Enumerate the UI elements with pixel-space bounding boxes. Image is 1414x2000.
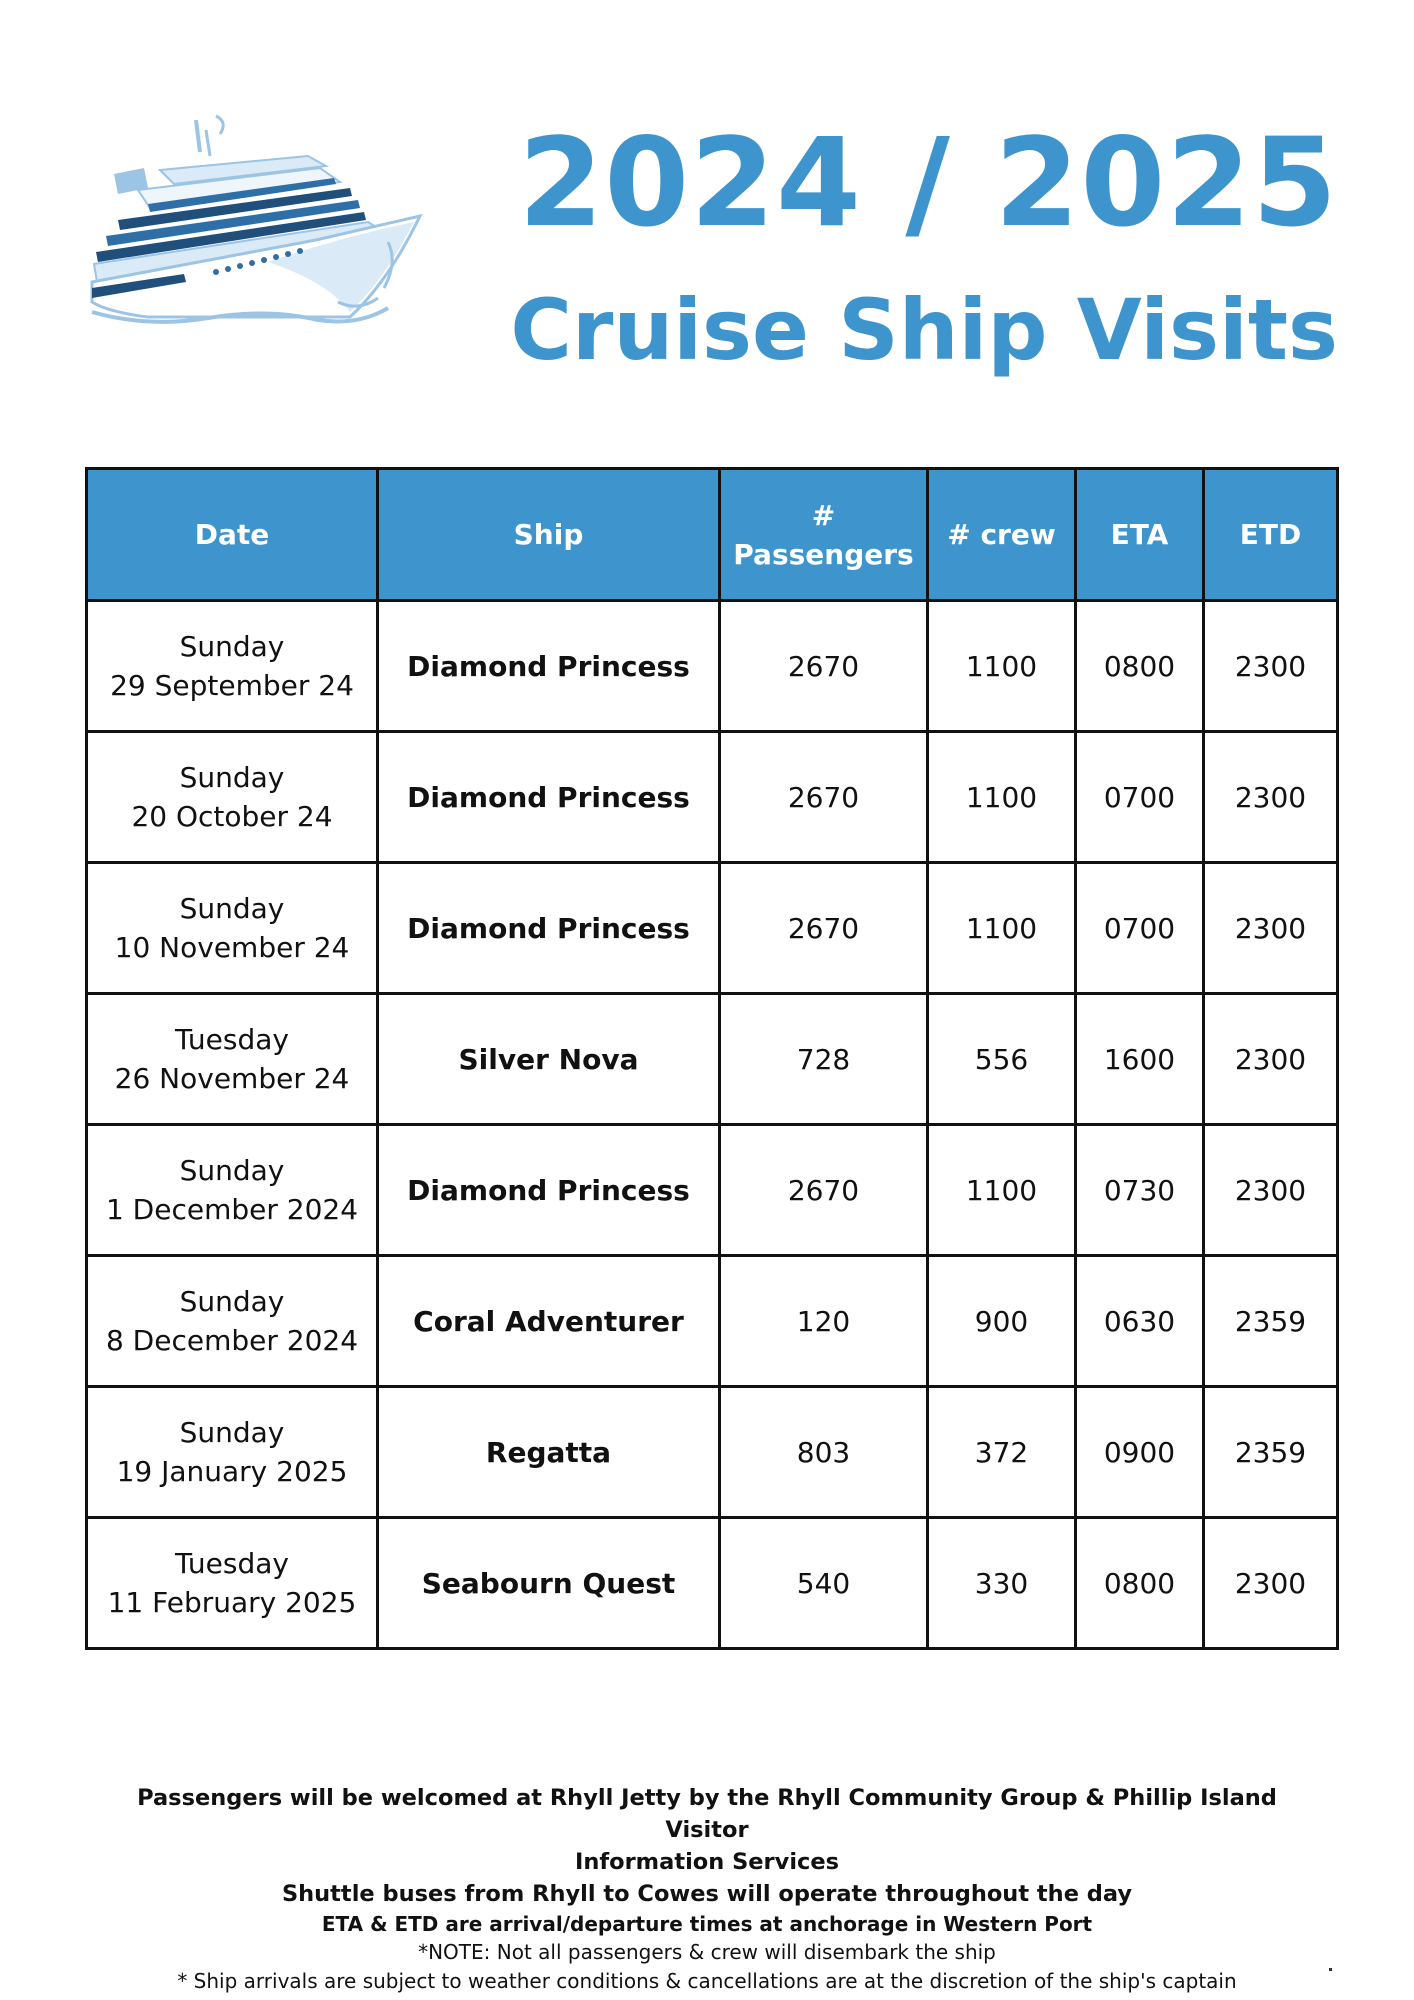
eta-cell: 0800 [1076,601,1204,732]
eta-cell: 0700 [1076,732,1204,863]
day-text: Sunday [179,1416,285,1449]
cruise-visits-table [85,467,1339,1650]
etd-cell: 2300 [1204,1518,1338,1649]
passengers-cell: 540 [720,1518,928,1649]
passengers-cell: 2670 [720,732,928,863]
column-header-etd: ETD [1204,469,1338,601]
passengers-cell: 803 [720,1387,928,1518]
eta-cell: 0730 [1076,1125,1204,1256]
date-cell [87,1518,378,1649]
column-header-ship: Ship [378,469,720,601]
crew-cell: 1100 [928,601,1076,732]
table-row [87,1256,1338,1387]
table-row [87,1387,1338,1518]
date-text: 26 November 24 [114,1062,350,1095]
date-cell [87,1125,378,1256]
date-text: 20 October 24 [131,800,333,833]
eta-cell: 0900 [1076,1387,1204,1518]
corner-dot [1329,1968,1332,1971]
day-text: Sunday [179,761,285,794]
etd-cell: 2300 [1204,1125,1338,1256]
ship-cell: Diamond Princess [378,863,720,994]
eta-cell: 0800 [1076,1518,1204,1649]
ship-cell: Seabourn Quest [378,1518,720,1649]
disembark-note: *NOTE: Not all passengers & crew will disembark the ship [418,1940,996,1964]
column-header-passengers-symbol: # [811,498,836,532]
shuttle-note: Shuttle buses from Rhyll to Cowes will operate throughout the day [281,1881,1133,1907]
page-title-year: 2024 / 2025 [518,112,1338,254]
date-text: 19 January 2025 [116,1455,348,1488]
table-row [87,994,1338,1125]
column-header-date: Date [87,469,378,601]
column-header-eta: ETA [1076,469,1204,601]
column-header-crew: # crew [928,469,1076,601]
etd-cell: 2359 [1204,1256,1338,1387]
column-header-passengers [720,469,928,601]
etd-cell: 2300 [1204,863,1338,994]
crew-cell: 1100 [928,732,1076,863]
table-row [87,601,1338,732]
passengers-cell: 2670 [720,1125,928,1256]
table-row [87,1125,1338,1256]
ship-cell: Silver Nova [378,994,720,1125]
date-cell [87,601,378,732]
day-text: Sunday [179,892,285,925]
table-row [87,863,1338,994]
ship-cell: Coral Adventurer [378,1256,720,1387]
passengers-cell: 2670 [720,601,928,732]
eta-etd-note: ETA & ETD are arrival/departure times at anchorage in Western Port [321,1912,1093,1936]
day-text: Sunday [179,1285,285,1318]
table-row [87,732,1338,863]
crew-cell: 1100 [928,1125,1076,1256]
page-subtitle: Cruise Ship Visits [510,281,1338,379]
etd-cell: 2359 [1204,1387,1338,1518]
cruise-ship-icon [88,112,428,327]
ship-cell: Regatta [378,1387,720,1518]
table-row [87,1518,1338,1649]
table-header-row [87,469,1338,601]
crew-cell: 330 [928,1518,1076,1649]
ship-cell: Diamond Princess [378,601,720,732]
etd-cell: 2300 [1204,732,1338,863]
ship-cell: Diamond Princess [378,1125,720,1256]
date-cell [87,1256,378,1387]
date-text: 1 December 2024 [105,1193,359,1226]
day-text: Tuesday [175,1547,289,1580]
date-cell [87,863,378,994]
day-text: Sunday [179,1154,285,1187]
crew-cell: 900 [928,1256,1076,1387]
etd-cell: 2300 [1204,601,1338,732]
passengers-cell: 728 [720,994,928,1125]
date-text: 11 February 2025 [107,1586,357,1619]
date-cell [87,1387,378,1518]
date-text: 8 December 2024 [105,1324,359,1357]
crew-cell: 372 [928,1387,1076,1518]
passengers-cell: 120 [720,1256,928,1387]
crew-cell: 556 [928,994,1076,1125]
date-text: 29 September 24 [110,669,354,702]
date-cell [87,994,378,1125]
date-text: 10 November 24 [114,931,350,964]
day-text: Sunday [179,630,285,663]
crew-cell: 1100 [928,863,1076,994]
day-text: Tuesday [175,1023,289,1056]
ship-cell: Diamond Princess [378,732,720,863]
weather-note: * Ship arrivals are subject to weather conditions & cancellations are at the discretion of the ship's captain [177,1969,1237,1993]
eta-cell: 0700 [1076,863,1204,994]
passengers-cell: 2670 [720,863,928,994]
eta-cell: 1600 [1076,994,1204,1125]
welcome-note-line2: Information Services [574,1849,840,1875]
etd-cell: 2300 [1204,994,1338,1125]
eta-cell: 0630 [1076,1256,1204,1387]
date-cell [87,732,378,863]
column-header-passengers-label: Passengers [733,537,914,571]
footer-notes [100,1782,1314,1996]
welcome-note-line1: Passengers will be welcomed at Rhyll Jetty by the Rhyll Community Group & Phillip Island Visitor [137,1785,1277,1843]
